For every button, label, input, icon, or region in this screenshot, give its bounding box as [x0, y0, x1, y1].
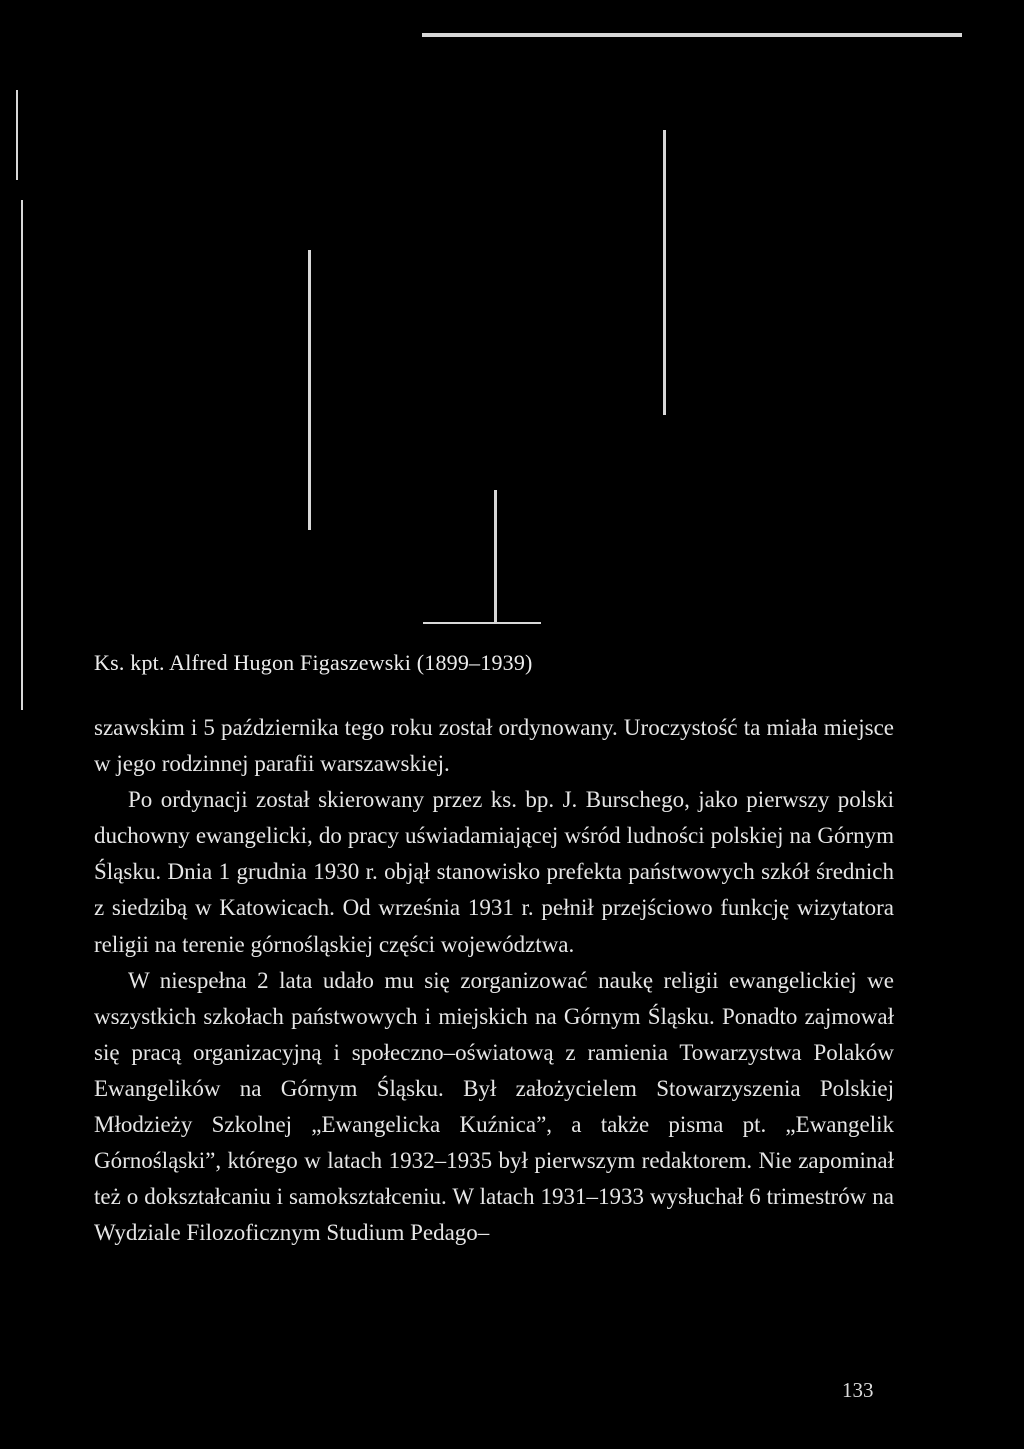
- photo-base-line: [423, 622, 541, 624]
- photo-line-2: [663, 130, 666, 415]
- photo-line-1: [308, 250, 311, 530]
- paragraph: Po ordynacji został skierowany przez ks. bp. J. Burschego, jako pierwszy polski duchowny ewangelicki, do pracy uświadamiającej wśród ludności polskiej na Górnym Śląsku. Dnia 1 grudnia 1930 r. objął stanowisko prefekta państwowych szkół średnich z siedzibą w Katowicach. Od września 1931 r. pełnił przejściowo funkcję wizytatora religii na terenie górnośląskiej części województwa.: [94, 787, 894, 957]
- photo-caption: Ks. kpt. Alfred Hugon Figaszewski (1899–1939): [94, 650, 533, 675]
- photo-line-3: [494, 490, 497, 622]
- scan-edge-top: [422, 33, 962, 37]
- paragraph: szawskim i 5 października tego roku został ordynowany. Uroczystość ta miała miejsce w jego rodzinnej parafii warszawskiej.: [94, 715, 894, 777]
- scan-line-left-2: [21, 200, 23, 710]
- photo-area: [0, 0, 1024, 640]
- scan-line-left-1: [16, 90, 18, 180]
- paragraph: W niespełna 2 lata udało mu się zorganizować naukę religii ewangelickiej we wszystkich szkołach państwowych i miejskich na Górnym Śląsku. Ponadto zajmował się pracą organizacyjną i społeczno–oświatową z ramienia Towarzystwa Polaków Ewangelików na Górnym Śląsku. Był założycielem Stowarzyszenia Polskiej Młodzieży Szkolnej „Ewangelicka Kuźnica”, a także pisma pt. „Ewangelik Górnośląski”, którego w latach 1932–1935 był pierwszym redaktorem. Nie zapominał też o dokształcaniu i samokształceniu. W latach 1931–1933 wysłuchał 6 trimestrów na Wydziale Filozoficznym Studium Pedago–: [94, 967, 894, 1246]
- page-number: 133: [842, 1378, 874, 1402]
- body-text: [94, 710, 894, 1251]
